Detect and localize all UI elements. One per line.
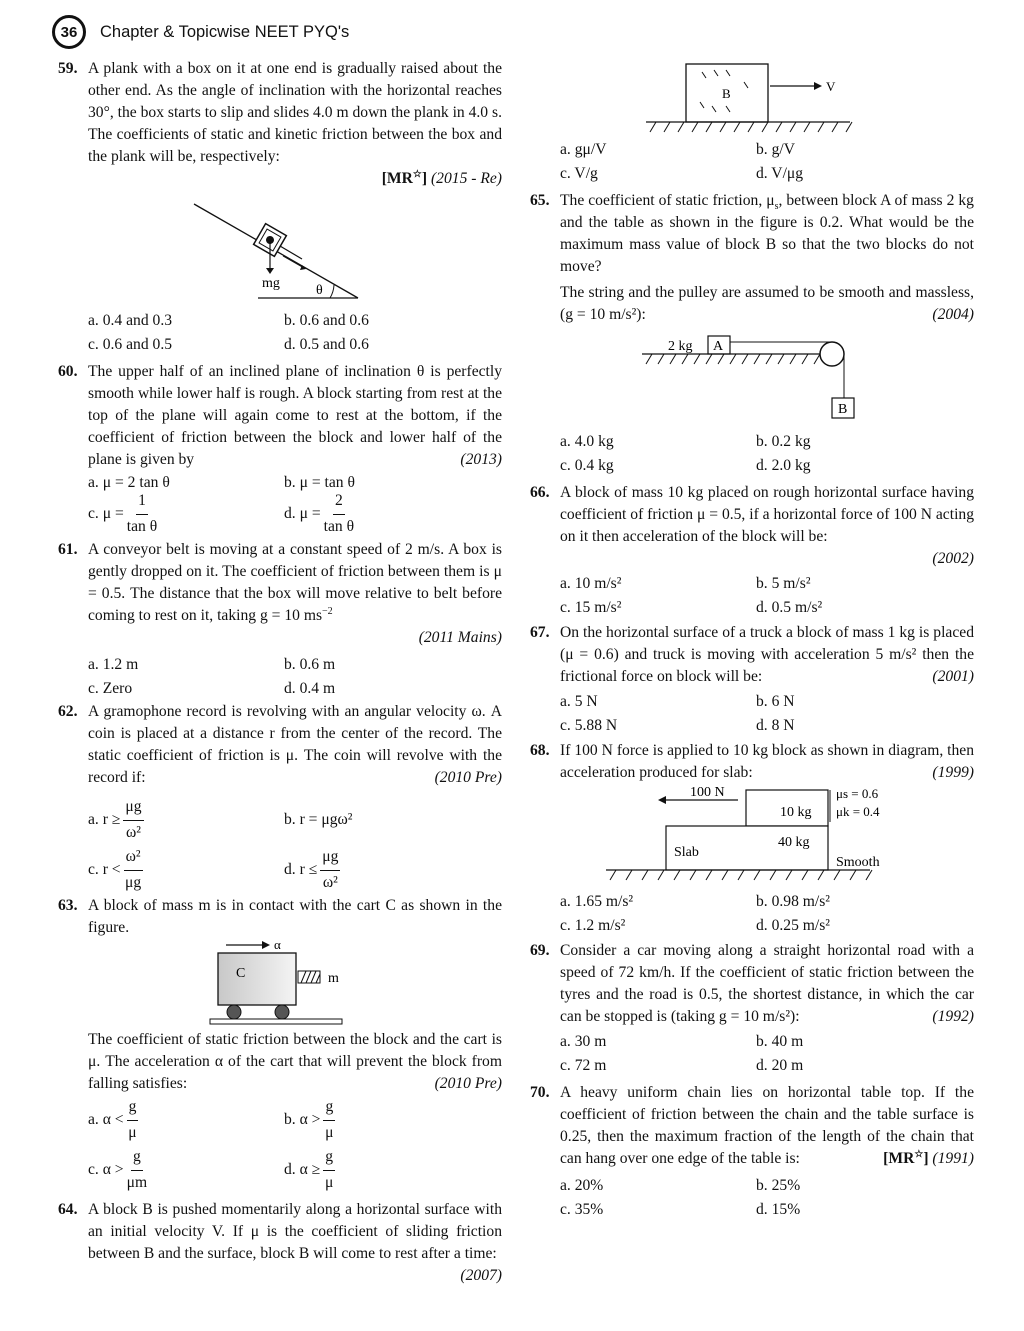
ground-hatch [690, 870, 696, 880]
mr-tag: [MR☆] [381, 168, 428, 187]
question-source: (2013) [460, 451, 502, 468]
cart-figure [58, 939, 502, 1027]
options-62 [88, 795, 502, 895]
option-d[interactable]: d. 0.25 m/s² [756, 917, 830, 934]
question-number: 62. [58, 703, 78, 720]
slab-figure [530, 786, 974, 890]
options-70 [560, 1174, 974, 1222]
ground-hatch [834, 870, 840, 880]
ground-hatch [832, 122, 838, 132]
ground-hatch [754, 870, 760, 880]
option-a[interactable]: a. r ≥ $\frac{\mu g}{\text{ω²}}$ [88, 795, 284, 845]
question-63 [58, 895, 502, 939]
ground-hatch [718, 354, 724, 364]
question-number: 59. [58, 60, 78, 77]
question-text: A gramophone record is revolving with an angular velocity ω. A coin is placed at a distance r from the center of the record. The static coefficient of friction is μ. The coin will revolve with the record if: [88, 703, 502, 786]
question-source: (2002) [932, 550, 974, 567]
question-source: (2007) [460, 1267, 502, 1284]
option-c[interactable]: c. 1.2 m/s² [560, 917, 626, 934]
ground-hatch [846, 122, 852, 132]
option-b[interactable]: b. r = μgω² [284, 811, 353, 828]
ground-hatch [734, 122, 740, 132]
block-b-label: B [838, 402, 848, 417]
option-c[interactable]: c. r < $\frac{\text{ω²}}{\mu g}$ [88, 845, 284, 895]
question-source: (2010 Pre) [434, 769, 502, 786]
question-number: 68. [530, 742, 550, 759]
ground-hatch [804, 122, 810, 132]
option-d[interactable]: d. 0.5 and 0.6 [284, 336, 369, 353]
option-a[interactable]: a. 10 m/s² [560, 575, 622, 592]
options-63 [88, 1095, 502, 1195]
block-m-label: m [328, 971, 339, 986]
question-65: 65. The coefficient of static friction, $\mu_s$, between block A of mass 2 kg and the table as shown in the figure is 0.2. What would be the maximum mass value of block B so that the two blocks do not move? The string and the pulley are assumed to be smooth and massless, (g = 10 m/s²): (2004) [530, 190, 974, 326]
option-a[interactable]: a. α < $\frac{g}{\mu}$ [88, 1095, 284, 1145]
mu-s-label: μs = 0.6 [836, 786, 879, 801]
option-a[interactable]: a. gμ/V [560, 141, 607, 158]
option-b[interactable]: b. 0.2 kg [756, 433, 811, 450]
question-70 [530, 1082, 974, 1170]
question-source: (1991) [932, 1150, 974, 1167]
ground-hatch [678, 122, 684, 132]
options-65 [560, 430, 974, 478]
question-source: (2015 - Re) [430, 170, 502, 187]
option-c[interactable]: c. α > $\frac{g}{\mu m}$ [88, 1145, 284, 1195]
question-68 [530, 740, 974, 784]
ground-hatch [664, 122, 670, 132]
mg-label: mg [262, 276, 280, 291]
option-a[interactable]: a. 5 N [560, 693, 598, 710]
block-10kg-label: 10 kg [780, 805, 812, 820]
question-text: A block of mass 10 kg placed on rough horizontal surface having coefficient of friction μ = 0.5, if a horizontal force of 100 N acting on it then acceleration of the block will be: [560, 484, 974, 545]
option-b[interactable]: b. g/V [756, 141, 795, 158]
chapter-title: Chapter & Topicwise NEET PYQ's [100, 22, 350, 41]
option-d[interactable]: d. V/μg [756, 165, 804, 182]
ground-hatch [802, 870, 808, 880]
option-d[interactable]: d. 8 N [756, 717, 795, 734]
block-b-figure [530, 58, 974, 138]
ground-hatch [802, 354, 808, 364]
block-a-label: A [713, 339, 724, 354]
option-c[interactable]: c. μ = $\frac{1}{\text{tan θ}}$ [88, 489, 284, 539]
ground-hatch [814, 354, 820, 364]
question-text: The coefficient of static friction, μ [560, 192, 775, 209]
option-a[interactable]: a. 1.2 m [88, 656, 139, 673]
option-d[interactable]: d. 20 m [756, 1057, 804, 1074]
question-text: If 100 N force is applied to 10 kg block as shown in diagram, then acceleration produced for slab: [560, 742, 974, 781]
ground-hatch [674, 870, 680, 880]
question-text: The upper half of an inclined plane of inclination θ is perfectly smooth while lower half is rough. A block starting from rest at the top of the plane will again come to rest at the bottom, if the coefficient of friction between the block and lower half of the plane is given by [88, 363, 502, 468]
option-b[interactable]: b. 40 m [756, 1033, 804, 1050]
option-d[interactable]: d. 0.5 m/s² [756, 599, 823, 616]
block-b-label: B [722, 86, 731, 101]
ground-hatch [786, 870, 792, 880]
question-source: (2011 Mains) [418, 629, 502, 646]
ground-hatch [682, 354, 688, 364]
option-a[interactable]: a. μ = 2 tan θ [88, 474, 170, 491]
options-59 [88, 309, 502, 357]
velocity-label: V [826, 79, 836, 94]
ground-hatch [658, 870, 664, 880]
pulley-figure [530, 328, 974, 428]
question-61: 61. A conveyor belt is moving at a constant speed of 2 m/s. A box is gently dropped on it. The coefficient of friction between them is μ = 0.5. The distance that the box will move relative to belt before coming to rest on it, taking g = 10 $ms^{-2}$ (2011 Mains) [58, 539, 502, 649]
ground-hatch [754, 354, 760, 364]
smooth-label: Smooth [836, 855, 880, 870]
question-text: A conveyor belt is moving at a constant speed of 2 m/s. A box is gently dropped on it. The coefficient of friction between them is μ = 0.5. The distance that the box will move relative to belt before coming to rest on it, taking g = 10 ms [88, 541, 502, 624]
ground-hatch [790, 354, 796, 364]
inclined-plane-figure [58, 194, 502, 309]
options-61 [88, 653, 502, 701]
ground-hatch [642, 870, 648, 880]
ground-hatch [646, 354, 652, 364]
ground-hatch [610, 870, 616, 880]
options-68 [560, 890, 974, 938]
ground-hatch [850, 870, 856, 880]
options-60-cd [88, 489, 502, 539]
question-source: (2001) [932, 668, 974, 685]
question-66 [530, 482, 974, 570]
ground-hatch [706, 122, 712, 132]
question-number: 64. [58, 1201, 78, 1218]
question-source: (1992) [932, 1008, 974, 1025]
left-column [58, 58, 502, 1287]
ground-hatch [742, 354, 748, 364]
option-c[interactable]: c. 35% [560, 1201, 604, 1218]
option-c[interactable]: c. 15 m/s² [560, 599, 622, 616]
theta-label: θ [316, 283, 323, 298]
ground-hatch [720, 122, 726, 132]
option-a[interactable]: a. 0.4 and 0.3 [88, 312, 173, 329]
option-b[interactable]: b. 0.6 m [284, 656, 336, 673]
option-c[interactable]: c. 72 m [560, 1057, 607, 1074]
question-number: 66. [530, 484, 550, 501]
ground-hatch [762, 122, 768, 132]
question-text: On the horizontal surface of a truck a block of mass 1 kg is placed (μ = 0.6) and truck is moving with acceleration 5 m/s² then the frictional force on block will be: [560, 624, 974, 685]
question-text: Consider a car moving along a straight horizontal road with a speed of 72 km/h. If the coefficient of static friction between the tyres and the road is 0.5, the shortest distance, in which the car can be stopped is (taking g = 10 m/s²): [560, 942, 974, 1025]
question-67 [530, 622, 974, 688]
option-b[interactable]: b. 6 N [756, 693, 795, 710]
option-c[interactable]: c. V/g [560, 165, 598, 182]
question-number: 60. [58, 363, 78, 380]
question-60 [58, 361, 502, 471]
mass-40kg-label: 40 kg [778, 835, 810, 850]
options-69 [560, 1030, 974, 1078]
page-number: 36 [52, 15, 86, 49]
page-header [52, 14, 349, 50]
option-c[interactable]: c. 0.6 and 0.5 [88, 336, 173, 353]
option-d[interactable]: d. μ = $\frac{2}{\text{tan θ}}$ [284, 489, 480, 539]
question-62 [58, 701, 502, 789]
option-d[interactable]: d. r ≤ $\frac{\mu g}{\text{ω²}}$ [284, 845, 480, 895]
ground-hatch [706, 870, 712, 880]
ground-hatch [776, 122, 782, 132]
ground-hatch [650, 122, 656, 132]
option-c[interactable]: c. 5.88 N [560, 717, 618, 734]
question-number: 63. [58, 897, 78, 914]
question-number: 70. [530, 1084, 550, 1101]
option-c[interactable]: c. Zero [88, 680, 133, 697]
alpha-label: α [274, 939, 281, 952]
ground-hatch [866, 870, 872, 880]
ground-hatch [818, 122, 824, 132]
options-67 [560, 690, 974, 738]
option-b[interactable]: b. μ = tan θ [284, 474, 355, 491]
option-b[interactable]: b. α > $\frac{g}{\mu}$ [284, 1095, 480, 1145]
mass-2kg-label: 2 kg [668, 339, 693, 354]
question-number: 67. [530, 624, 550, 641]
cart-label: C [236, 966, 246, 981]
ground-hatch [778, 354, 784, 364]
option-a[interactable]: a. 20% [560, 1177, 604, 1194]
force-label: 100 N [690, 786, 725, 800]
option-a[interactable]: a. 4.0 kg [560, 433, 614, 450]
option-d[interactable]: d. 15% [756, 1201, 801, 1218]
question-text: A block B is pushed momentarily along a horizontal surface with an initial velocity V. If μ is the coefficient of sliding friction between B and the surface, block B will come to rest after a time: [88, 1201, 502, 1262]
option-c[interactable]: c. 0.4 kg [560, 457, 614, 474]
question-text: A block of mass m is in contact with the cart C as shown in the figure. [88, 897, 502, 936]
ground-hatch [706, 354, 712, 364]
question-text-2: The string and the pulley are assumed to be smooth and massless, (g = 10 m/s²): [560, 284, 974, 323]
option-d[interactable]: d. α ≥ $\frac{g}{\mu}$ [284, 1145, 480, 1195]
ground-hatch [748, 122, 754, 132]
question-source: (2004) [932, 306, 974, 323]
options-66 [560, 572, 974, 620]
slab-label: Slab [674, 845, 699, 860]
option-b[interactable]: b. 0.98 m/s² [756, 893, 830, 910]
ground-hatch [818, 870, 824, 880]
ground-hatch [790, 122, 796, 132]
option-a[interactable]: a. 1.65 m/s² [560, 893, 634, 910]
ground-hatch [658, 354, 664, 364]
right-column [530, 58, 974, 1222]
question-69 [530, 940, 974, 1028]
option-d[interactable]: d. 2.0 kg [756, 457, 811, 474]
ground-hatch [770, 870, 776, 880]
ground-hatch [766, 354, 772, 364]
ground-hatch [722, 870, 728, 880]
option-b[interactable]: b. 5 m/s² [756, 575, 811, 592]
option-b[interactable]: b. 0.6 and 0.6 [284, 312, 369, 329]
option-b[interactable]: b. 25% [756, 1177, 801, 1194]
ground-hatch [738, 870, 744, 880]
ground-hatch [626, 870, 632, 880]
question-64 [58, 1199, 502, 1287]
question-number: 69. [530, 942, 550, 959]
ground-hatch [730, 354, 736, 364]
option-a[interactable]: a. 30 m [560, 1033, 607, 1050]
options-64 [560, 138, 974, 186]
question-source: (1999) [932, 764, 974, 781]
question-text: A heavy uniform chain lies on horizontal table top. If the coefficient of friction between the chain and the table surface is 0.25, then the maximum fraction of the length of the chain that can hang over one edge of the table is: [560, 1084, 974, 1167]
question-59 [58, 58, 502, 190]
ground-hatch [694, 354, 700, 364]
question-text: A plank with a box on it at one end is gradually raised about the other end. As the angle of inclination with the horizontal reaches 30°, the box starts to slip and slides 4.0 m down the plank in 4.0 s. The coefficients of static and kinetic friction between the box and the plank will be, respectively: [88, 60, 502, 165]
ground-hatch [670, 354, 676, 364]
option-d[interactable]: d. 0.4 m [284, 680, 336, 697]
question-number: 65. [530, 192, 550, 209]
mr-tag: [MR☆] [883, 1148, 929, 1167]
question-text-2: The coefficient of static friction between the block and the cart is μ. The acceleration α of the cart that will prevent the block from falling satisfies: [88, 1031, 502, 1092]
question-number: 61. [58, 541, 78, 558]
question-source: (2010 Pre) [434, 1075, 502, 1092]
mu-k-label: μk = 0.4 [836, 804, 880, 819]
ground-hatch [692, 122, 698, 132]
